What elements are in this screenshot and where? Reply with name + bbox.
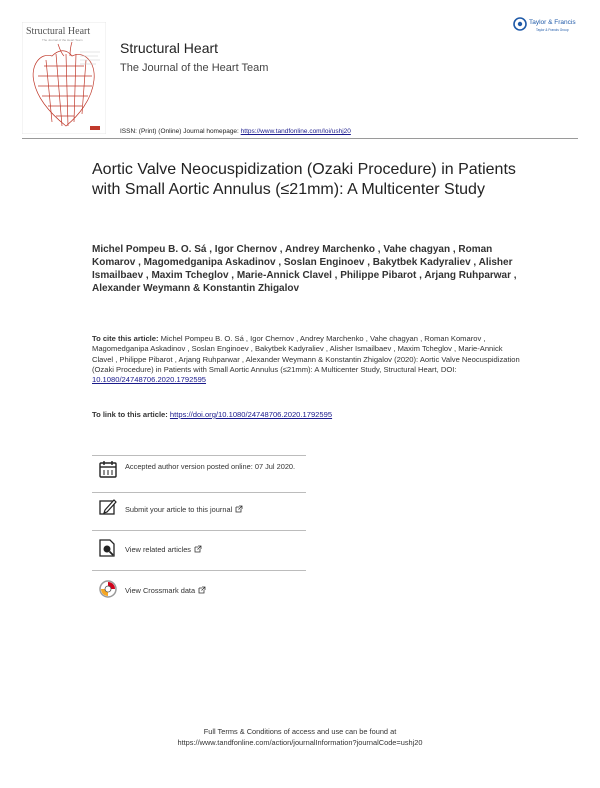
crossmark-icon bbox=[98, 579, 118, 599]
article-doi-url[interactable]: https://doi.org/10.1080/24748706.2020.1792595 bbox=[169, 410, 333, 419]
citation-block bbox=[92, 334, 522, 385]
issn-line bbox=[120, 128, 351, 135]
journal-cover bbox=[22, 22, 106, 134]
calendar-icon bbox=[98, 459, 118, 479]
issn-label: ISSN: (Print) (Online) Journal homepage: bbox=[120, 128, 241, 135]
journal-homepage-link[interactable]: https://www.tandfonline.com/loi/ushj20 bbox=[240, 128, 351, 135]
row-divider bbox=[92, 530, 306, 531]
publisher-logo bbox=[512, 14, 586, 38]
article-link-block bbox=[92, 410, 522, 419]
header-divider bbox=[22, 138, 578, 139]
cover-publisher-mark bbox=[90, 126, 100, 130]
cover-subtitle: The Journal of the Heart Team bbox=[42, 38, 83, 42]
journal-title: Structural Heart bbox=[120, 40, 219, 56]
publisher-logo-text: Taylor & Francis bbox=[529, 19, 576, 26]
submit-article-link[interactable] bbox=[125, 505, 305, 515]
footer-terms-text: Full Terms & Conditions of access and use can be found at bbox=[203, 727, 397, 736]
row-divider bbox=[92, 455, 306, 456]
row-divider bbox=[92, 492, 306, 493]
external-link-icon bbox=[194, 545, 202, 553]
crossmark-label: View Crossmark data bbox=[125, 586, 196, 595]
crossmark-link[interactable] bbox=[125, 586, 305, 596]
publisher-logo-sub: Taylor & Francis Group bbox=[536, 28, 569, 32]
link-label: To link to this article: bbox=[92, 410, 170, 419]
row-divider bbox=[92, 570, 306, 571]
journal-subtitle: The Journal of the Heart Team bbox=[120, 62, 269, 74]
citation-label: To cite this article: bbox=[92, 334, 159, 343]
article-title: Aortic Valve Neocuspidization (Ozaki Procedure) in Patients with Small Aortic Annulus (≤21mm): A Multicenter Study bbox=[92, 161, 516, 198]
related-articles-link[interactable] bbox=[125, 545, 305, 555]
related-articles-label: View related articles bbox=[125, 545, 191, 554]
cover-title: Structural Heart bbox=[26, 26, 91, 37]
external-link-icon bbox=[198, 586, 206, 594]
footer bbox=[0, 726, 600, 748]
submit-article-label: Submit your article to this journal bbox=[125, 505, 233, 514]
author-list: Michel Pompeu B. O. Sá , Igor Chernov , Andrey Marchenko , Vahe chagyan , Roman Komarov , Magomedganipa Askadinov , Soslan Enginoev , Bakytbek Kadyraliev , Alisher Ismailbaev , Maxim Tcheglov , Marie-Annick Clavel , Philippe Pibarot , Arjang Ruhparwar , Alexander Weymann & Konstantin Zhigalov bbox=[92, 244, 517, 294]
footer-terms-url[interactable]: https://www.tandfonline.com/action/journalInformation?journalCode=ushj20 bbox=[177, 738, 423, 747]
magnifier-icon bbox=[98, 538, 118, 558]
doi-link[interactable]: 10.1080/24748706.2020.1792595 bbox=[92, 375, 207, 385]
citation-text: Michel Pompeu B. O. Sá , Igor Chernov , Andrey Marchenko , Vahe chagyan , Roman Komarov , Magomedganipa Askadinov , Soslan Enginoev , Bakytbek Kadyraliev , Alisher Ismailbaev , Maxim Tcheglov , Marie-Annick Clavel , Philippe Pibarot , Arjang Ruhparwar , Alexander Weymann & Konstantin Zhigalov (2020): Aortic Valve Neocuspidization (Ozaki Procedure) in Patients with Small Aortic Annulus (≤21mm): A Multicenter Study, Structural Heart, DOI: bbox=[92, 334, 520, 374]
accepted-date-text: Accepted author version posted online: 07 Jul 2020. bbox=[125, 462, 296, 471]
external-link-icon bbox=[235, 505, 243, 513]
pencil-icon bbox=[98, 497, 118, 517]
